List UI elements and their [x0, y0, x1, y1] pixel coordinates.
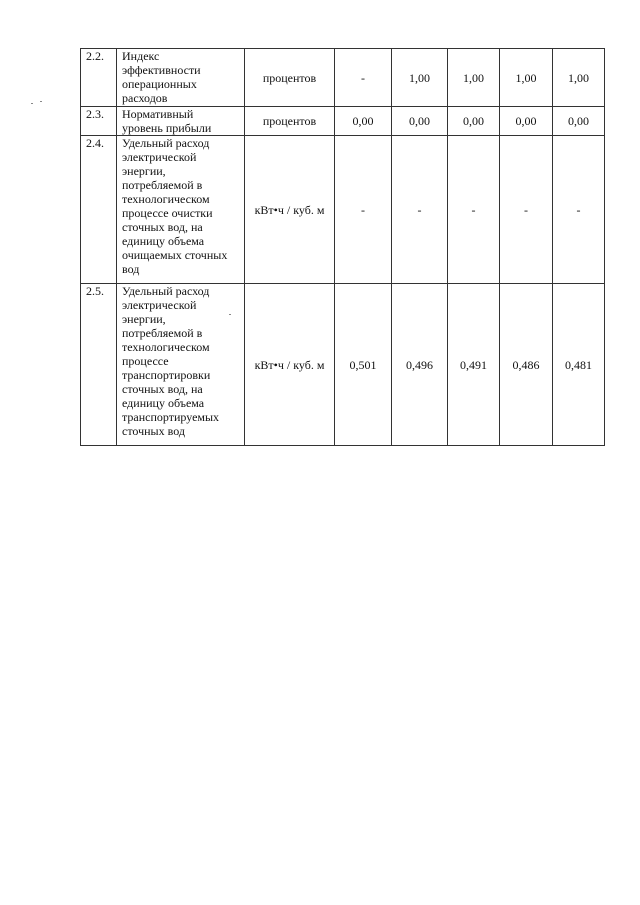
- value-cell: 0,491: [448, 284, 500, 446]
- indicator-name-line: технологическом: [122, 340, 210, 354]
- indicator-name: [117, 49, 245, 107]
- unit-cell: процентов: [245, 49, 335, 107]
- indicator-name-line: энергии,: [122, 164, 166, 178]
- indicator-name-line: расходов: [122, 91, 168, 105]
- table-row: [81, 284, 605, 446]
- indicator-name-line: эффективности: [122, 63, 201, 77]
- indicator-name-line: уровень прибыли: [122, 121, 212, 135]
- value-cell: 0,501: [335, 284, 392, 446]
- value-cell: 0,00: [500, 107, 553, 136]
- table-row: [81, 49, 605, 107]
- table-row: [81, 107, 605, 136]
- indicator-name-line: очищаемых сточных: [122, 248, 228, 262]
- value-cell: 0,00: [448, 107, 500, 136]
- value-cell: 1,00: [500, 49, 553, 107]
- value-cell: -: [392, 136, 448, 284]
- row-number: 2.4.: [81, 136, 117, 284]
- indicator-name-line: процессе очистки: [122, 206, 213, 220]
- indicator-name-line: сточных вод, на: [122, 220, 203, 234]
- unit-cell: процентов: [245, 107, 335, 136]
- scan-speck: [40, 101, 42, 102]
- value-cell: 0,481: [553, 284, 605, 446]
- row-number: 2.2.: [81, 49, 117, 107]
- value-cell: 1,00: [448, 49, 500, 107]
- indicator-name: [117, 107, 245, 136]
- value-cell: 0,496: [392, 284, 448, 446]
- value-cell: -: [553, 136, 605, 284]
- indicator-name: [117, 284, 245, 446]
- indicator-name-line: единицу объема: [122, 396, 205, 410]
- value-cell: -: [335, 49, 392, 107]
- indicator-name-line: операционных: [122, 77, 197, 91]
- indicator-name-line: электрической: [122, 298, 197, 312]
- indicator-name-line: процессе: [122, 354, 169, 368]
- row-number: 2.3.: [81, 107, 117, 136]
- value-cell: 0,00: [553, 107, 605, 136]
- value-cell: 0,00: [392, 107, 448, 136]
- indicator-name-line: транспортировки: [122, 368, 211, 382]
- indicator-name-line: потребляемой в: [122, 178, 203, 192]
- indicator-name: [117, 136, 245, 284]
- indicator-name-line: сточных вод, на: [122, 382, 203, 396]
- unit-cell: кВт•ч / куб. м: [245, 284, 335, 446]
- value-cell: 0,486: [500, 284, 553, 446]
- value-cell: 1,00: [553, 49, 605, 107]
- row-number: 2.5.: [81, 284, 117, 446]
- indicator-name-line: Удельный расход: [122, 136, 210, 150]
- indicator-name-line: Индекс: [122, 49, 160, 63]
- indicator-name-line: потребляемой в: [122, 326, 203, 340]
- unit-cell: кВт•ч / куб. м: [245, 136, 335, 284]
- indicator-name-line: технологическом: [122, 192, 210, 206]
- indicator-name-line: транспортируемых: [122, 410, 220, 424]
- scan-speck: [31, 103, 33, 104]
- table-row: [81, 136, 605, 284]
- indicator-name-line: электрической: [122, 150, 197, 164]
- indicators-table: [80, 48, 605, 446]
- value-cell: -: [448, 136, 500, 284]
- value-cell: 0,00: [335, 107, 392, 136]
- indicator-name-line: энергии,: [122, 312, 166, 326]
- indicator-name-line: единицу объема: [122, 234, 205, 248]
- value-cell: 1,00: [392, 49, 448, 107]
- value-cell: -: [500, 136, 553, 284]
- indicator-name-line: сточных вод: [122, 424, 185, 438]
- indicator-name-line: вод: [122, 262, 140, 276]
- value-cell: -: [335, 136, 392, 284]
- indicator-name-line: Нормативный: [122, 107, 194, 121]
- table-body: [81, 49, 605, 446]
- indicator-name-line: Удельный расход: [122, 284, 210, 298]
